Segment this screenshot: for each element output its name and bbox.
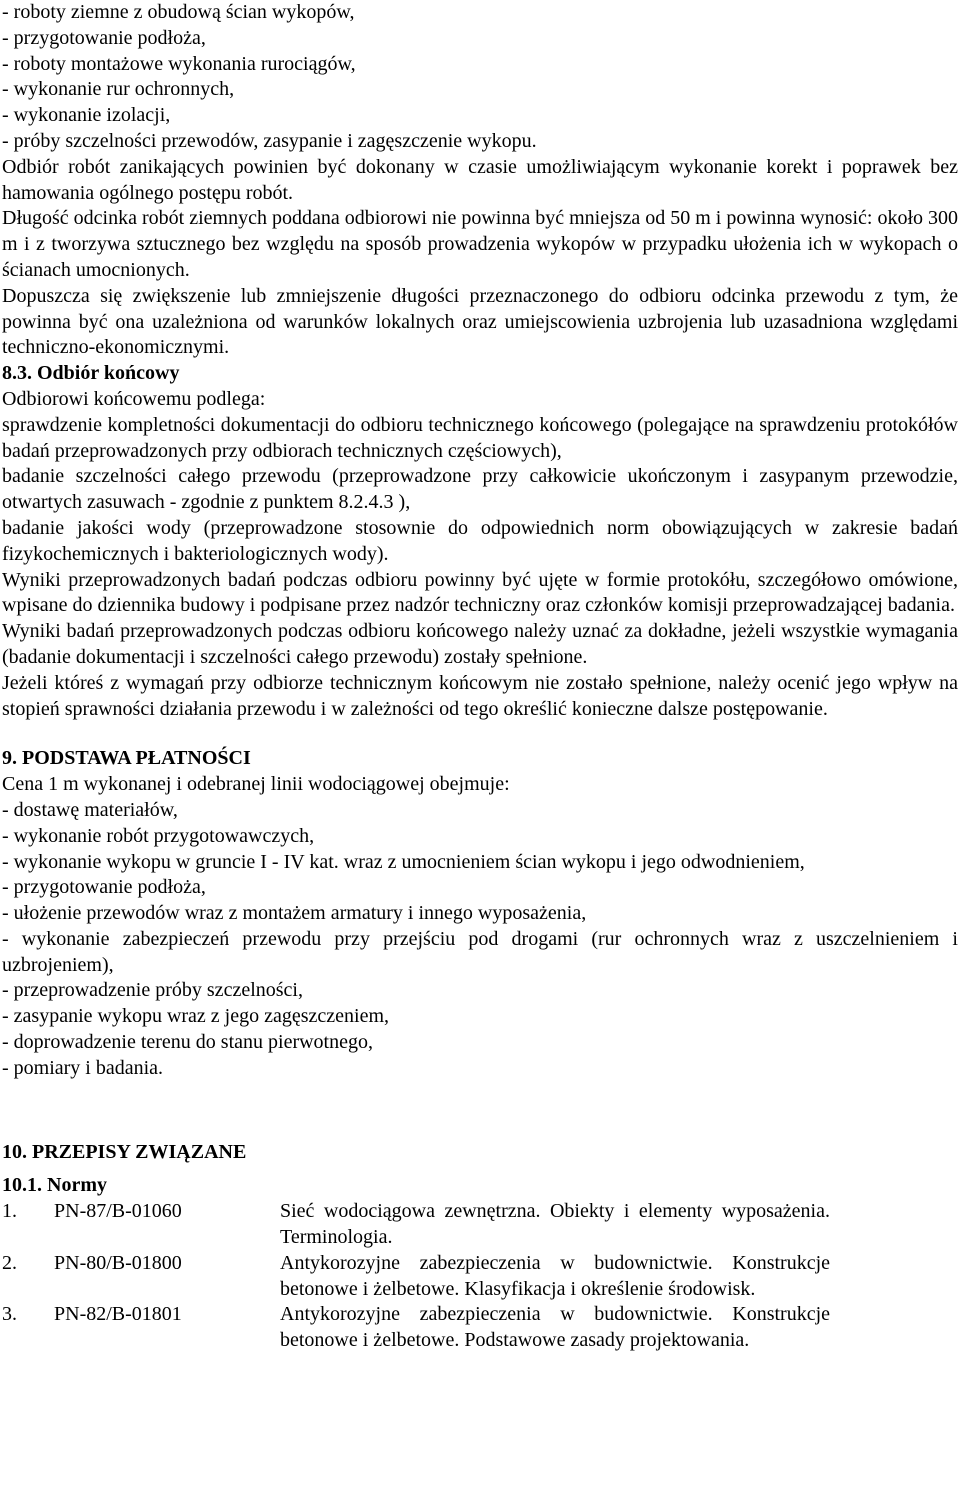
spacer bbox=[2, 1165, 958, 1173]
section-intro-8-3: Odbiorowi końcowemu podlega: bbox=[2, 387, 266, 410]
list-item: - zasypanie wykopu wraz z jego zagęszczeniem, bbox=[2, 1005, 390, 1028]
subsection-heading-10-1: 10.1. Normy bbox=[2, 1174, 107, 1197]
norm-number: 1. bbox=[2, 1200, 17, 1223]
list-item: - przygotowanie podłoża, bbox=[2, 26, 206, 49]
norm-row bbox=[2, 1251, 958, 1303]
spacer bbox=[2, 1082, 958, 1140]
document-page bbox=[2, 0, 958, 1354]
paragraph-jezeli-ktores: Jeżeli któreś z wymagań przy odbiorze technicznym końcowym nie zostało spełnione, należy ocenić jego wpływ na stopień sprawności działania przewodu i w zależności od tego określić konieczne dalsze postępowanie. bbox=[2, 671, 958, 720]
list-item: - doprowadzenie terenu do stanu pierwotnego, bbox=[2, 1031, 373, 1054]
list-item: - wykonanie wykopu w gruncie I - IV kat. wraz z umocnieniem ścian wykopu i jego odwodnieniem, bbox=[2, 850, 805, 873]
list-item: - wykonanie zabezpieczeń przewodu przy przejściu pod drogami (rur ochronnych wraz z uszczelnieniem i uzbrojeniem), bbox=[2, 927, 958, 976]
paragraph-wyniki-badan: Wyniki przeprowadzonych badań podczas odbioru powinny być ujęte w formie protokółu, szczegółowo omówione, wpisane do dziennika budowy i podpisane przez nadzór techniczny oraz członków komisji przeprowadzającej badania. bbox=[2, 568, 958, 617]
spacer bbox=[2, 722, 958, 746]
list-item: - dostawę materiałów, bbox=[2, 798, 178, 821]
section-intro-9: Cena 1 m wykonanej i odebranej linii wodociągowej obejmuje: bbox=[2, 773, 510, 796]
paragraph-dopuszcza-sie: Dopuszcza się zwiększenie lub zmniejszenie długości przeznaczonego do odbioru odcinka przewodu z tym, że powinna być ona uzależniona od warunków lokalnych oraz umiejscowienia uzbrojenia lub uzasadniona względami techniczno-ekonomicznymi. bbox=[2, 284, 958, 359]
paragraph-sprawdzenie: sprawdzenie kompletności dokumentacji do odbioru technicznego końcowego (polegające na sprawdzeniu protokółów badań przeprowadzonych przy odbiorach technicznych częściowych), bbox=[2, 413, 958, 462]
norm-number: 3. bbox=[2, 1303, 17, 1326]
list-item: - przeprowadzenie próby szczelności, bbox=[2, 979, 303, 1002]
list-item: - wykonanie rur ochronnych, bbox=[2, 78, 235, 101]
norm-code: PN-82/B-01801 bbox=[54, 1303, 182, 1326]
list-item: - pomiary i badania. bbox=[2, 1056, 164, 1079]
norm-title: Antykorozyjne zabezpieczenia w budownictwie. Konstrukcje betonowe i żelbetowe. Klasyfikacja i określenie środowisk. bbox=[280, 1251, 830, 1300]
paragraph-badanie-szczelnosci: badanie szczelności całego przewodu (przeprowadzone przy całkowicie ukończonym i zasypanym przewodzie, otwartych zasuwach - zgodnie z punktem 8.2.4.3 ), bbox=[2, 465, 958, 514]
list-item: - przygotowanie podłoża, bbox=[2, 876, 206, 899]
list-item: - roboty montażowe wykonania rurociągów, bbox=[2, 52, 356, 75]
norm-code: PN-87/B-01060 bbox=[54, 1200, 182, 1223]
list-item: - wykonanie izolacji, bbox=[2, 104, 171, 127]
norm-title: Sieć wodociągowa zewnętrzna. Obiekty i elementy wyposażenia. Terminologia. bbox=[280, 1200, 830, 1249]
norm-row bbox=[2, 1199, 958, 1251]
list-item: - ułożenie przewodów wraz z montażem armatury i innego wyposażenia, bbox=[2, 902, 587, 925]
paragraph-odbior-zanikajacych: Odbiór robót zanikających powinien być dokonany w czasie umożliwiającym wykonanie korekt i poprawek bez hamowania ogólnego postępu robót. bbox=[2, 155, 958, 204]
section-heading-8-3: 8.3. Odbiór końcowy bbox=[2, 362, 180, 385]
list-item: - roboty ziemne z obudową ścian wykopów, bbox=[2, 1, 355, 23]
norm-row bbox=[2, 1302, 958, 1354]
list-item: - próby szczelności przewodów, zasypanie i zagęszczenie wykopu. bbox=[2, 129, 537, 152]
intro-list bbox=[2, 0, 958, 155]
paragraph-dlugosc-odcinka: Długość odcinka robót ziemnych poddana odbiorowi nie powinna być mniejsza od 50 m i powinna wynosić: około 300 m i z tworzywa sztucznego bez względu na sposób prowadzenia wykopów w przypadku ułożenia ich w wykopach o ścianach umocnionych. bbox=[2, 207, 958, 281]
section-heading-10: 10. PRZEPISY ZWIĄZANE bbox=[2, 1140, 247, 1163]
section-heading-9: 9. PODSTAWA PŁATNOŚCI bbox=[2, 747, 251, 770]
norms-list bbox=[2, 1199, 958, 1354]
norm-code: PN-80/B-01800 bbox=[54, 1251, 182, 1274]
paragraph-badanie-jakosci: badanie jakości wody (przeprowadzone stosownie do odpowiednich norm obowiązujących w zakresie badań fizykochemicznych i bakteriologicznych wody). bbox=[2, 516, 958, 565]
norm-number: 2. bbox=[2, 1251, 17, 1274]
list-item: - wykonanie robót przygotowawczych, bbox=[2, 824, 315, 847]
payment-list bbox=[2, 798, 958, 1082]
norm-title: Antykorozyjne zabezpieczenia w budownictwie. Konstrukcje betonowe i żelbetowe. Podstawowe zasady projektowania. bbox=[280, 1303, 830, 1352]
paragraph-wyniki-dokladne: Wyniki badań przeprowadzonych podczas odbioru końcowego należy uznać za dokładne, jeżeli wszystkie wymagania (badanie dokumentacji i szczelności całego przewodu) zostały spełnione. bbox=[2, 620, 958, 668]
